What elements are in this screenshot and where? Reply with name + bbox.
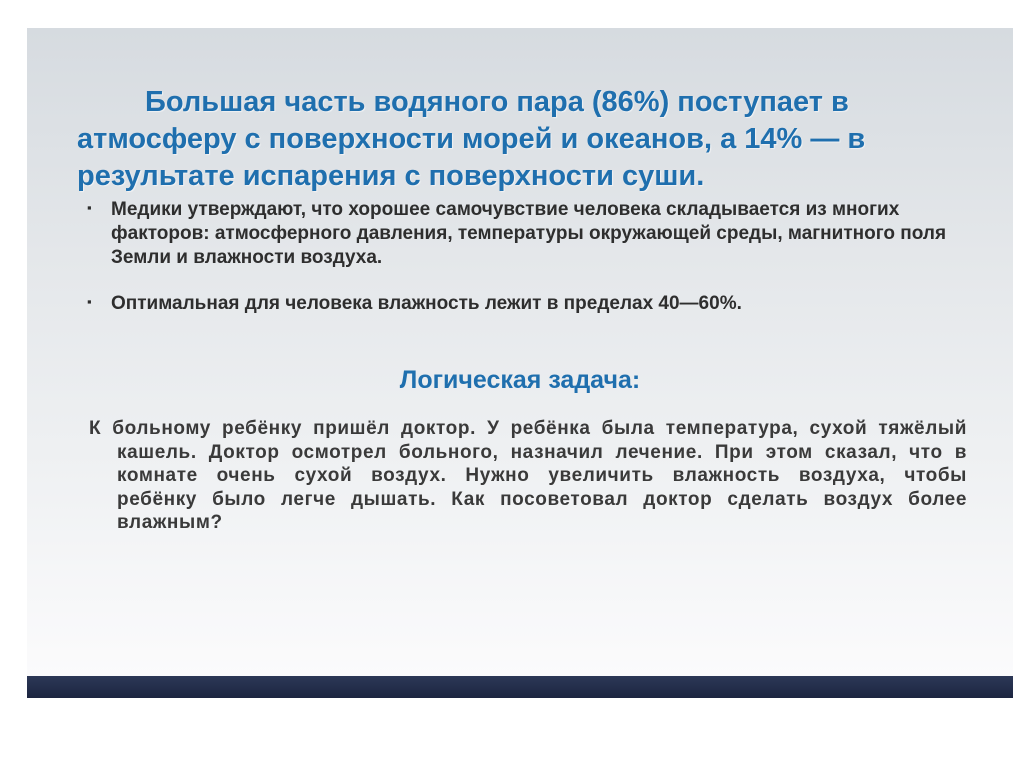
bullet-text: Оптимальная для человека влажность лежит в пределах 40—60%. [111, 293, 742, 314]
task-paragraph: К больному ребёнку пришёл доктор. У ребёнка была температура, сухой тяжёлый кашель. Доктор осмотрел больного, назначил лечение. При этом сказал, что в комнате очень сухой воздух. Нужно увеличить влажность воздуха, чтобы ребёнку было легче дышать. Как посоветовал доктор сделать воздух более влажным? [89, 418, 967, 533]
slide-bottom-bar [27, 676, 1013, 698]
bullet-list [87, 198, 947, 316]
list-item [87, 198, 947, 270]
bullet-square-icon: ▪ [87, 200, 92, 215]
presentation-slide [27, 28, 1013, 676]
list-item [87, 292, 947, 316]
bullet-text: Медики утверждают, что хорошее самочувствие человека складывается из многих факторов: атмосферного давления, температуры окружающей среды, магнитного поля Земли и влажности воздуха. [111, 199, 947, 268]
slide-heading: Большая часть водяного пара (86%) поступает в атмосферу с поверхности морей и океанов, а 14% — в результате испарения с поверхности суши. [77, 86, 866, 192]
slide-subheading: Логическая задача: [399, 366, 641, 394]
bullet-square-icon: ▪ [87, 294, 92, 309]
